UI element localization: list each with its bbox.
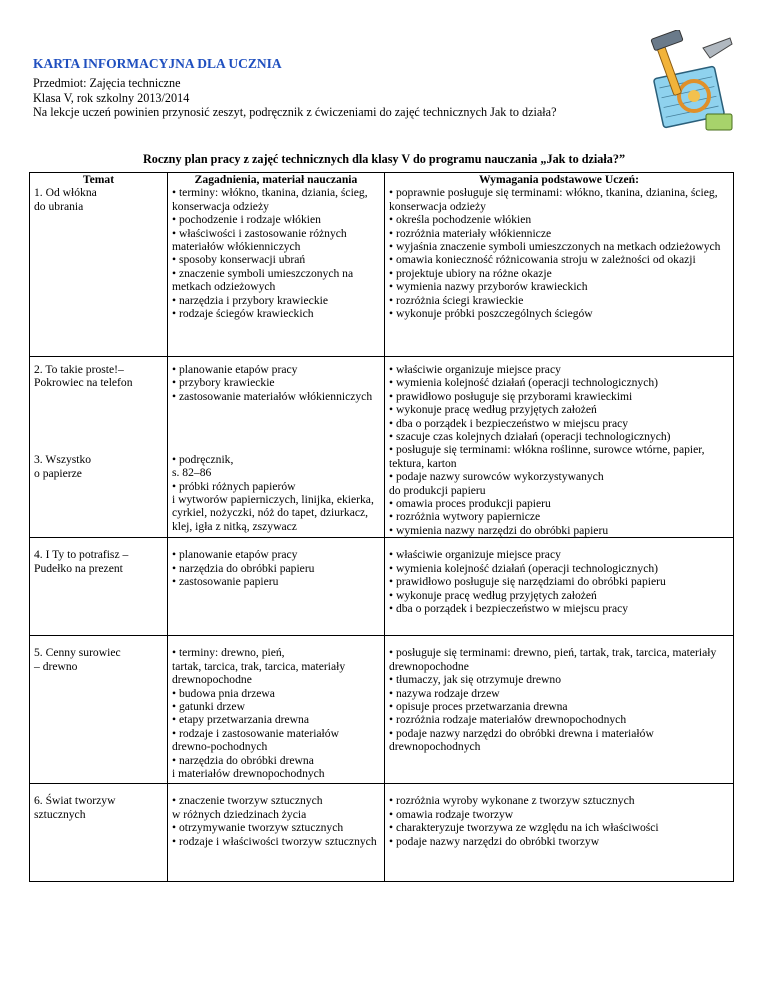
topic-line: do ubrania: [34, 199, 84, 213]
topic-cell: [30, 421, 168, 538]
list-item: • rodzaje ściegów krawieckich: [172, 307, 314, 321]
list-item: • poprawnie posługuje się terminami: włókno, tkanina, dzianina, ścieg, konserwacja odzieży: [389, 186, 718, 213]
topic-line: Pudełko na prezent: [34, 561, 123, 575]
document-header: [33, 56, 633, 120]
column-header-topic: Temat: [82, 173, 115, 186]
issues-cell: [168, 173, 385, 357]
subject-line: Przedmiot: Zajęcia techniczne: [33, 76, 181, 90]
list-item: • rozróżnia materiały włókiennicze: [389, 226, 552, 240]
topic-line: sztucznych: [34, 807, 86, 821]
list-item: • opisuje proces przetwarzania drewna: [389, 699, 568, 713]
list-item: • etapy przetwarzania drewna: [172, 713, 309, 727]
list-item: • określa pochodzenie włókien: [389, 213, 532, 227]
list-item: • wymienia kolejność działań (operacji technologicznych): [389, 376, 658, 390]
list-item: • rozróżnia wytwory papiernicze: [389, 510, 541, 524]
list-item: • planowanie etapów pracy: [172, 363, 298, 376]
annual-plan-table: [29, 172, 734, 882]
column-header-requirements: Wymagania podstawowe Uczeń:: [479, 173, 639, 186]
list-item: • omawia proces produkcji papieru: [389, 497, 551, 511]
issues-cell: [168, 538, 385, 636]
list-item: • właściwie organizuje miejsce pracy: [389, 548, 561, 562]
list-item: • szacuje czas kolejnych działań (operacji technologicznych): [389, 430, 671, 444]
column-header-issues: Zagadnienia, materiał nauczania: [194, 173, 358, 186]
list-item: • przybory krawieckie: [172, 376, 275, 390]
list-item: • zastosowanie materiałów włókienniczych: [172, 389, 373, 403]
topic-line: 2. To takie proste!–: [34, 363, 124, 376]
list-item: • posługuje się terminami: drewno, pień, tartak, trak, tarcica, materiały drewnopochodne: [389, 646, 717, 673]
table-row: [30, 173, 734, 357]
list-item: • rozróżnia wyroby wykonane z tworzyw sztucznych: [389, 794, 635, 808]
topic-cell: [30, 538, 168, 636]
list-item: • znaczenie symboli umieszczonych na metkach odzieżowych: [172, 266, 354, 294]
list-item: • narzędzia i przybory krawieckie: [172, 293, 328, 307]
tools-clipart-icon: [648, 30, 740, 136]
list-item: s. 82–86: [172, 466, 212, 480]
list-item: • pochodzenie i rodzaje włókien: [172, 213, 321, 227]
list-item: • narzędzia do obróbki papieru: [172, 561, 315, 575]
requirements-cell: [385, 784, 734, 882]
list-item: • próbki różnych papierów: [172, 479, 296, 493]
topic-line: 1. Od włókna: [34, 186, 97, 200]
class-year-line: Klasa V, rok szkolny 2013/2014: [33, 90, 190, 105]
topic-cell: [30, 173, 168, 357]
list-item: • rodzaje i zastosowanie materiałów drewno-pochodnych: [172, 726, 339, 754]
plan-caption: Roczny plan pracy z zajęć technicznych dla klasy V do programu nauczania „Jak to działa?”: [142, 152, 626, 166]
topic-cell: [30, 636, 168, 784]
list-item: • prawidłowo posługuje się przyborami krawieckimi: [389, 389, 633, 403]
list-item: • tłumaczy, jak się otrzymuje drewno: [389, 673, 562, 687]
list-item: i wytworów papierniczych, linijka, ekierka, cyrkiel, nożyczki, nóż do tapet, dziurkacz, klej, igła z nitką, zszywacz: [172, 493, 374, 533]
list-item: • zastosowanie papieru: [172, 575, 279, 589]
list-item: • sposoby konserwacji ubrań: [172, 253, 306, 267]
list-item: • rodzaje i właściwości tworzyw sztucznych: [172, 834, 377, 848]
list-item: • omawia konieczność różnicowania stroju w zależności od okazji: [389, 253, 696, 267]
list-item: • wyjaśnia znaczenie symboli umieszczonych na metkach odzieżowych: [389, 240, 721, 254]
requirements-cell: [385, 636, 734, 784]
topic-line: 5. Cenny surowiec: [34, 646, 121, 660]
list-item: w różnych dziedzinach życia: [172, 807, 307, 821]
list-item: • podaje nazwy narzędzi do obróbki tworzyw: [389, 834, 600, 848]
requirements-cell: [385, 538, 734, 636]
list-item: • wymienia kolejność działań (operacji technologicznych): [389, 561, 658, 575]
list-item: • otrzymywanie tworzyw sztucznych: [172, 821, 344, 835]
issues-cell: [168, 784, 385, 882]
list-item: • znaczenie tworzyw sztucznych: [172, 794, 323, 808]
list-item: • wykonuje pracę według przyjętych założeń: [389, 403, 597, 417]
topic-line: 4. I Ty to potrafisz –: [34, 548, 129, 562]
list-item: • rozróżnia rodzaje materiałów drewnopochodnych: [389, 713, 627, 727]
list-item: do produkcji papieru: [389, 483, 486, 497]
topic-line: Pokrowiec na telefon: [34, 376, 133, 390]
list-item: • właściwości i zastosowanie różnych materiałów włókienniczych: [172, 226, 347, 254]
topic-line: 3. Wszystko: [34, 453, 92, 467]
materials-line: Na lekcje uczeń powinien przynosić zeszyt, podręcznik z ćwiczeniami do zajęć technicznych Jak to działa?: [33, 105, 557, 119]
list-item: • wykonuje próbki poszczególnych ściegów: [389, 307, 593, 321]
list-item: • wykonuje pracę według przyjętych założeń: [389, 588, 597, 602]
topic-line: o papierze: [34, 466, 82, 480]
list-item: • budowa pnia drzewa: [172, 686, 275, 700]
requirements-cell: [385, 173, 734, 357]
issues-cell: [168, 357, 385, 421]
list-item: • podaje nazwy surowców wykorzystywanych: [389, 470, 604, 484]
list-item: • narzędzia do obróbki drewna: [172, 753, 314, 767]
list-item: • posługuje się terminami: włókna roślinne, surowce wtórne, papier, tektura, karton: [389, 443, 705, 470]
topic-cell: [30, 357, 168, 421]
list-item: • rozróżnia ściegi krawieckie: [389, 293, 524, 307]
list-item: • podaje nazwy narzędzi do obróbki drewna i materiałów drewnopochodnych: [389, 726, 654, 754]
list-item: • nazywa rodzaje drzew: [389, 686, 500, 700]
topic-cell: [30, 784, 168, 882]
topic-line: – drewno: [34, 659, 78, 673]
list-item: • terminy: drewno, pień,: [172, 646, 285, 660]
list-item: i materiałów drewnopochodnych: [172, 766, 325, 780]
list-item: tartak, tarcica, trak, tarcica, materiały drewnopochodne: [172, 659, 346, 687]
list-item: • dba o porządek i bezpieczeństwo w miejscu pracy: [389, 416, 629, 430]
list-item: • charakteryzuje tworzywa ze względu na ich właściwości: [389, 821, 659, 835]
issues-cell: [168, 636, 385, 784]
topic-line: 6. Świat tworzyw: [34, 794, 116, 808]
requirements-cell: [385, 357, 734, 538]
list-item: • terminy: włókno, tkanina, dziania, ścieg, konserwacja odzieży: [172, 186, 368, 213]
list-item: • dba o porządek i bezpieczeństwo w miejscu pracy: [389, 601, 629, 615]
table-row: [30, 357, 734, 421]
list-item: • podręcznik,: [172, 452, 234, 466]
document-title: KARTA INFORMACYJNA DLA UCZNIA: [33, 56, 282, 71]
list-item: • gatunki drzew: [172, 699, 245, 713]
table-row: [30, 538, 734, 636]
list-item: • właściwie organizuje miejsce pracy: [389, 363, 561, 376]
issues-cell: [168, 421, 385, 538]
table-row: [30, 636, 734, 784]
table-row: [30, 784, 734, 882]
list-item: • projektuje ubiory na różne okazje: [389, 266, 552, 280]
list-item: • omawia rodzaje tworzyw: [389, 807, 514, 821]
list-item: • prawidłowo posługuje się narzędziami do obróbki papieru: [389, 575, 666, 589]
list-item: • wymienia nazwy przyborów krawieckich: [389, 280, 588, 294]
list-item: • wymienia nazwy narzędzi do obróbki papieru: [389, 523, 609, 537]
list-item: • planowanie etapów pracy: [172, 548, 298, 562]
